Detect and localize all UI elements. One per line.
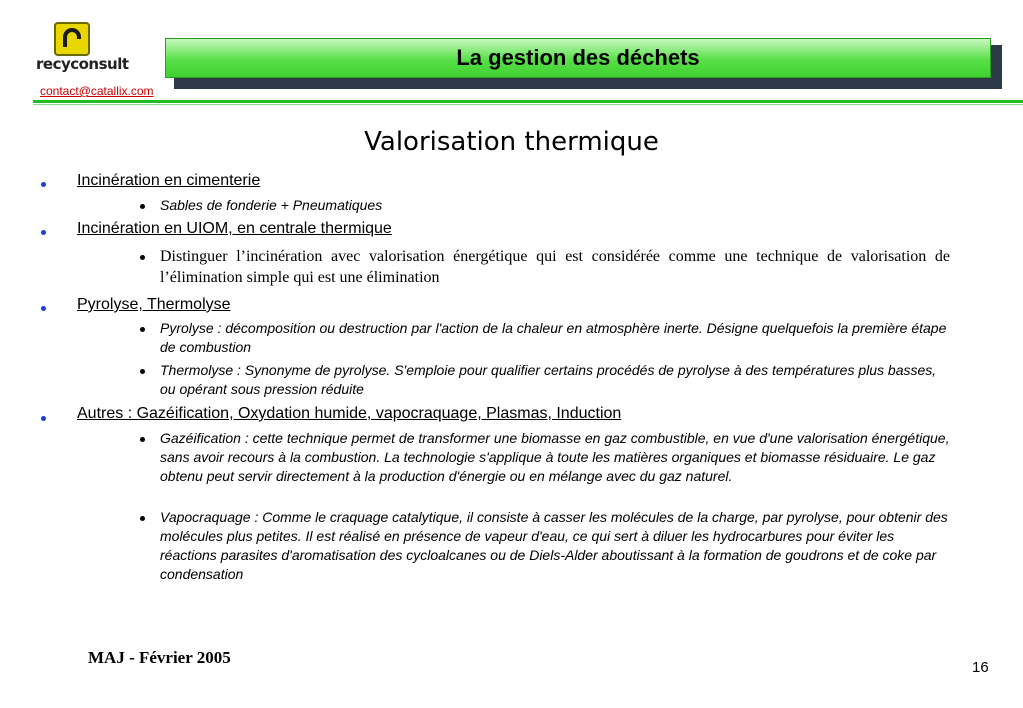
section-title: Valorisation thermique [364, 127, 659, 157]
bullet-icon [140, 327, 145, 332]
list-item-heading: Pyrolyse, Thermolyse [77, 296, 231, 313]
list-item-heading: Autres : Gazéification, Oxydation humide, vapocraquage, Plasmas, Induction [77, 405, 622, 422]
footer-date: MAJ - Février 2005 [88, 648, 231, 667]
bullet-icon [41, 230, 46, 235]
bullet-icon [140, 369, 145, 374]
list-item-heading: Incinération en UIOM, en centrale thermique [77, 220, 392, 237]
contact-email-link[interactable]: contact@catallix.com [40, 84, 154, 98]
recycle-icon [54, 22, 90, 56]
logo-text: recyconsult [36, 55, 129, 73]
page-title: La gestion des déchets [456, 45, 700, 70]
bullet-icon [41, 182, 46, 187]
bullet-icon [140, 516, 145, 521]
list-item-heading: Incinération en cimenterie [77, 172, 261, 189]
page-number: 16 [972, 659, 989, 676]
list-subitem: Gazéification : cette technique permet de transformer une biomasse en gaz combustible, en vue d'une valorisation énergétique, sans avoir recours à la combustion. La technologie s'applique à toute les matières organiques et biomasse résiduaire. Le gaz obtenu peut servir directement à la production d'énergie ou en mélange avec du gaz naturel. [160, 430, 950, 484]
bullet-icon [41, 416, 46, 421]
title-banner [165, 38, 991, 78]
list-subitem: Thermolyse : Synonyme de pyrolyse. S'emploie pour qualifier certains procédés de pyrolyse à des températures plus basses, ou opérant sous pression réduite [160, 362, 937, 397]
header-divider-thin [33, 104, 1023, 105]
bullet-icon [140, 437, 145, 442]
list-subitem: Sables de fonderie + Pneumatiques [160, 197, 383, 213]
header-divider [33, 100, 1023, 103]
bullet-icon [140, 255, 145, 260]
list-subitem: Distinguer l’incinération avec valorisation énergétique qui est considérée comme une technique de valorisation de l’élimination simple qui est une élimination [160, 248, 950, 286]
bullet-icon [140, 204, 145, 209]
recyconsult-logo [36, 22, 136, 78]
bullet-icon [41, 306, 46, 311]
list-subitem: Vapocraquage : Comme le craquage catalytique, il consiste à casser les molécules de la charge, par pyrolyse, pour obtenir des molécules plus petites. Il est réalisé en présence de vapeur d'eau, ce qui sert à diluer les hydrocarbures pour éviter les réactions parasites d'aromatisation des cycloalcanes ou de Diels-Alder aboutissant à la formation de goudrons et de coke par condensation [160, 509, 948, 582]
list-subitem: Pyrolyse : décomposition ou destruction par l'action de la chaleur en atmosphère inerte. Désigne quelquefois la première étape de combustion [160, 320, 947, 355]
